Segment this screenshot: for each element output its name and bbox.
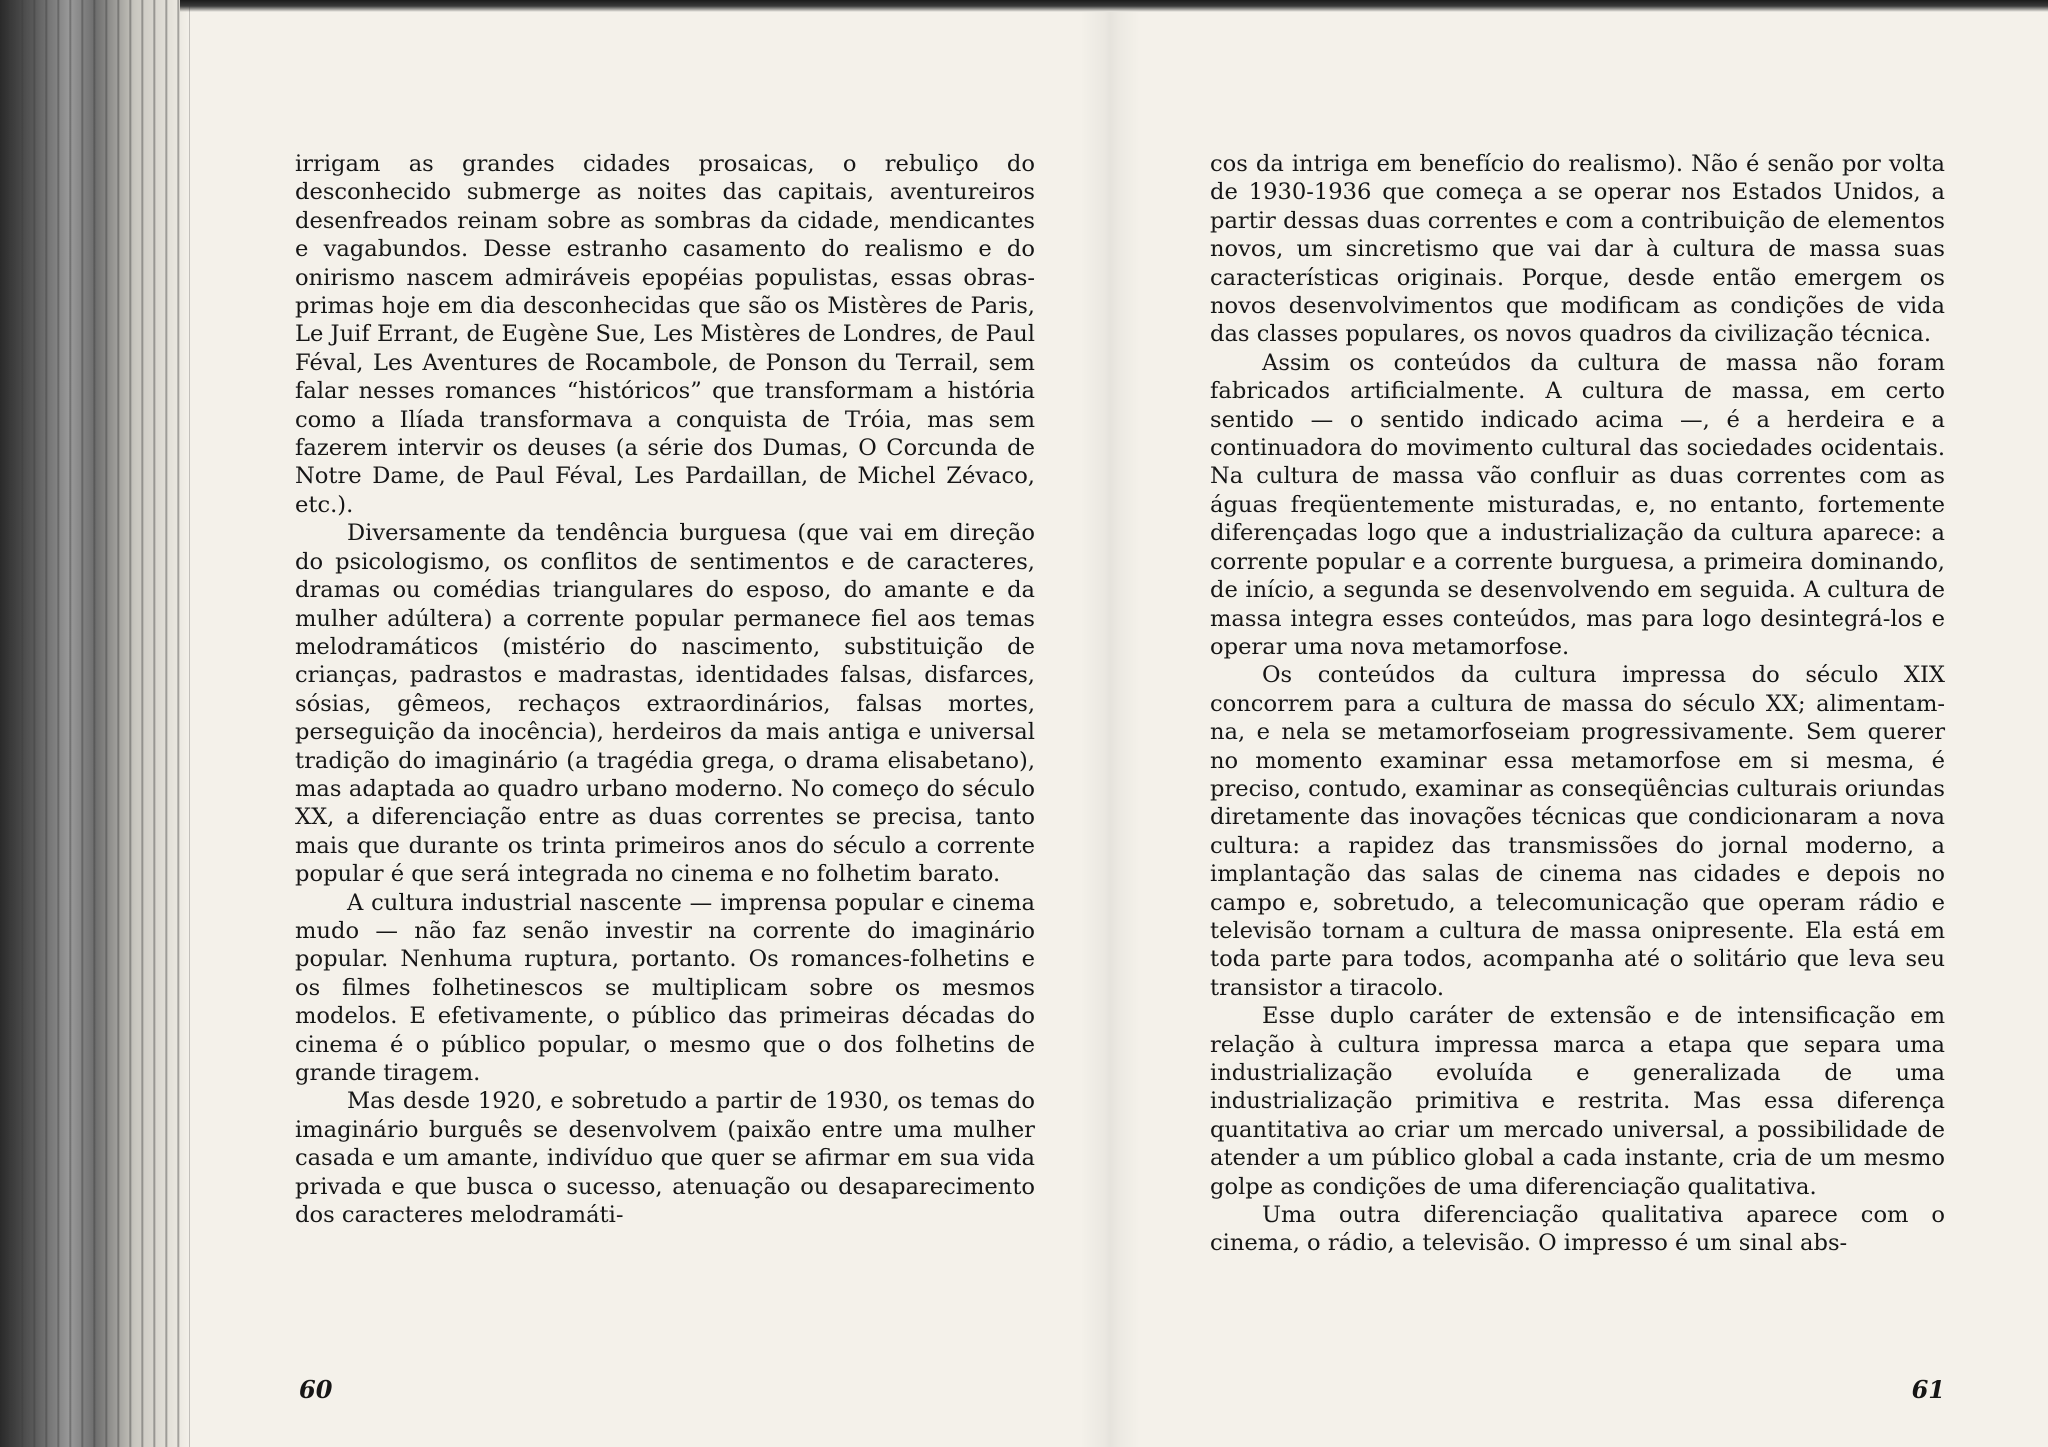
paragraph: Uma outra diferenciação qualitativa aparece com o cinema, o rádio, a televisão. O impresso é um sinal abs- — [1210, 1202, 1945, 1257]
book-binding-shadow — [0, 0, 190, 1447]
paragraph: cos da intriga em benefício do realismo). Não é senão por volta de 1930-1936 que começa a se operar nos Estados Unidos, a partir dessas duas correntes e com a contribuição de elementos novos, um sincretismo que vai dar à cultura de massa suas características originais. Porque, desde então emergem os novos desenvolvimentos que modificam as condições de vida das classes populares, os novos quadros da civilização técnica. — [1210, 151, 1945, 348]
right-page-text — [1210, 150, 1945, 1258]
paragraph: Os conteúdos da cultura impressa do século XIX concorrem para a cultura de massa do século XX; alimentam-na, e nela se metamorfoseiam progressivamente. Sem querer no momento examinar essa metamorfose em si mesma, é preciso, contudo, examinar as conseqüências culturais oriundas diretamente das inovações técnicas que condicionaram a nova cultura: a rapidez das transmissões do jornal moderno, a implantação das salas de cinema nas cidades e depois no campo e, sobretudo, a telecomunicação que operam rádio e televisão tornam a cultura de massa onipresente. Ela está em toda parte para todos, acompanha até o solitário que leva seu transistor a tiracolo. — [1210, 662, 1945, 1001]
paragraph: Assim os conteúdos da cultura de massa não foram fabricados artificialmente. A cultura de massa, em certo sentido — o sentido indicado acima —, é a herdeira e a continuadora do movimento cultural das sociedades ocidentais. Na cultura de massa vão confluir as duas correntes com as águas freqüentemente misturadas, e, no entanto, fortemente diferençadas logo que a industrialização da cultura aparece: a corrente popular e a corrente burguesa, a primeira dominando, de início, a segunda se desenvolvendo em seguida. A cultura de massa integra esses conteúdos, mas para logo desintegrá-los e operar uma nova metamorfose. — [1210, 349, 1945, 660]
left-page — [295, 0, 1035, 1447]
paragraph: A cultura industrial nascente — imprensa popular e cinema mudo — não faz senão investir na corrente do imaginário popular. Nenhuma ruptura, portanto. Os romances-folhetins e os filmes folhetinescos se multiplicam sobre os mesmos modelos. E efetivamente, o público das primeiras décadas do cinema é o público popular, o mesmo que o dos folhetins de grande tiragem. — [295, 889, 1035, 1086]
page-number-left: 60 — [299, 1375, 333, 1404]
paragraph: irrigam as grandes cidades prosaicas, o rebuliço do desconhecido submerge as noites das capitais, aventureiros desenfreados reinam sobre as sombras da cidade, mendicantes e vagabundos. Desse estranho casamento do realismo e do onirismo nascem admiráveis epopéias populistas, essas obras-primas hoje em dia desconhecidas que são os Mistères de Paris, Le Juif Errant, de Eugène Sue, Les Mistères de Londres, de Paul Féval, Les Aventures de Rocambole, de Ponson du Terrail, sem falar nesses romances “históricos” que transformam a história como a Ilíada transformava a conquista de Tróia, mas sem fazerem intervir os deuses (a série dos Dumas, O Corcunda de Notre Dame, de Paul Féval, Les Pardaillan, de Michel Zévaco, etc.). — [295, 151, 1035, 518]
book-gutter — [1080, 12, 1140, 1447]
right-page — [1210, 0, 1945, 1447]
left-page-text — [295, 150, 1035, 1229]
paragraph: Esse duplo caráter de extensão e de intensificação em relação à cultura impressa marca a etapa que separa uma industrialização evoluída e generalizada de uma industrialização primitiva e restrita. Mas essa diferença quantitativa ao criar um mercado universal, a possibilidade de atender a um público global a cada instante, cria de um mesmo golpe as condições de uma diferenciação qualitativa. — [1210, 1003, 1945, 1200]
page-number-right: 61 — [1911, 1375, 1945, 1404]
paragraph: Diversamente da tendência burguesa (que vai em direção do psicologismo, os conflitos de sentimentos e de caracteres, dramas ou comédias triangulares do esposo, do amante e da mulher adúltera) a corrente popular permanece fiel aos temas melodramáticos (mistério do nascimento, substituição de crianças, padrastos e madrastas, identidades falsas, disfarces, sósias, gêmeos, rechaços extraordinários, falsas mortes, perseguição da inocência), herdeiros da mais antiga e universal tradição do imaginário (a tragédia grega, o drama elisabetano), mas adaptada ao quadro urbano moderno. No começo do século XX, a diferenciação entre as duas correntes se precisa, tanto mais que durante os trinta primeiros anos do século a corrente popular é que será integrada no cinema e no folhetim barato. — [295, 520, 1035, 888]
paragraph: Mas desde 1920, e sobretudo a partir de 1930, os temas do imaginário burguês se desenvolvem (paixão entre uma mulher casada e um amante, indivíduo que quer se afirmar em sua vida privada e que busca o sucesso, atenuação ou desaparecimento dos caracteres melodramáti- — [295, 1088, 1035, 1229]
